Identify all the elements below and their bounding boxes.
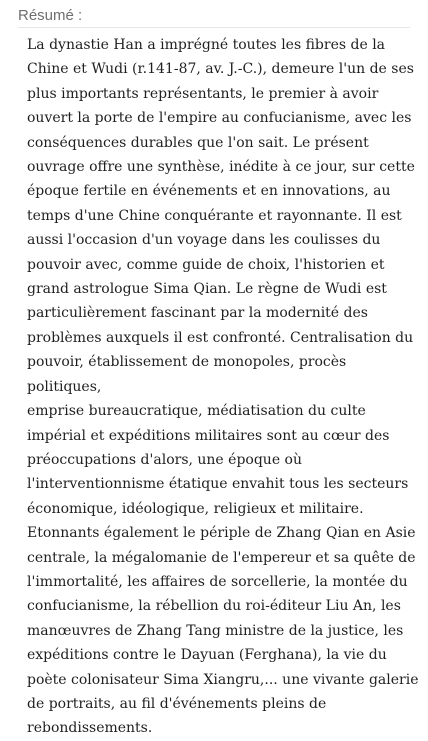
section-divider [18,27,410,28]
resume-label: Résumé : [18,7,83,24]
resume-text: La dynastie Han a imprégné toutes les fibres de la Chine et Wudi (r.141-87, av. J.-C.), demeure l'un de ses plus importants représentants, le premier à avoir ouvert la porte de l'empire au confucianisme, avec les conséquences durables que l'on sait. Le présent ouvrage offre une synthèse, inédite à ce jour, sur cette époque fertile en événements et en innovations, au temps d'une Chine conquérante et rayonnante. Il est aussi l'occasion d'un voyage dans les coulisses du pouvoir avec, comme guide de choix, l'historien et grand astrologue Sima Qian. Le règne de Wudi est particulièrement fascinant par la modernité des problèmes auxquels il est confronté. Centralisation du pouvoir, établissement de monopoles, procès politiques, emprise bureaucratique, médiatisation du culte impérial et expéditions militaires sont au cœur des préoccupations d'alors, une époque où l'interventionnisme étatique envahit tous les secteurs économique, idéologique, religieux et militaire. Etonnants également le périple de Zhang Qian en Asie centrale, la mégalomanie de l'empereur et sa quête de l'immortalité, les affaires de sorcellerie, la montée du confucianisme, la rébellion du roi-éditeur Liu An, les manœuvres de Zhang Tang ministre de la justice, les expéditions contre le Dayuan (Ferghana), la vie du poète colonisateur Sima Xiangru,... une vivante galerie de portraits, au fil d'événements pleins de rebondissements. [27,37,419,737]
